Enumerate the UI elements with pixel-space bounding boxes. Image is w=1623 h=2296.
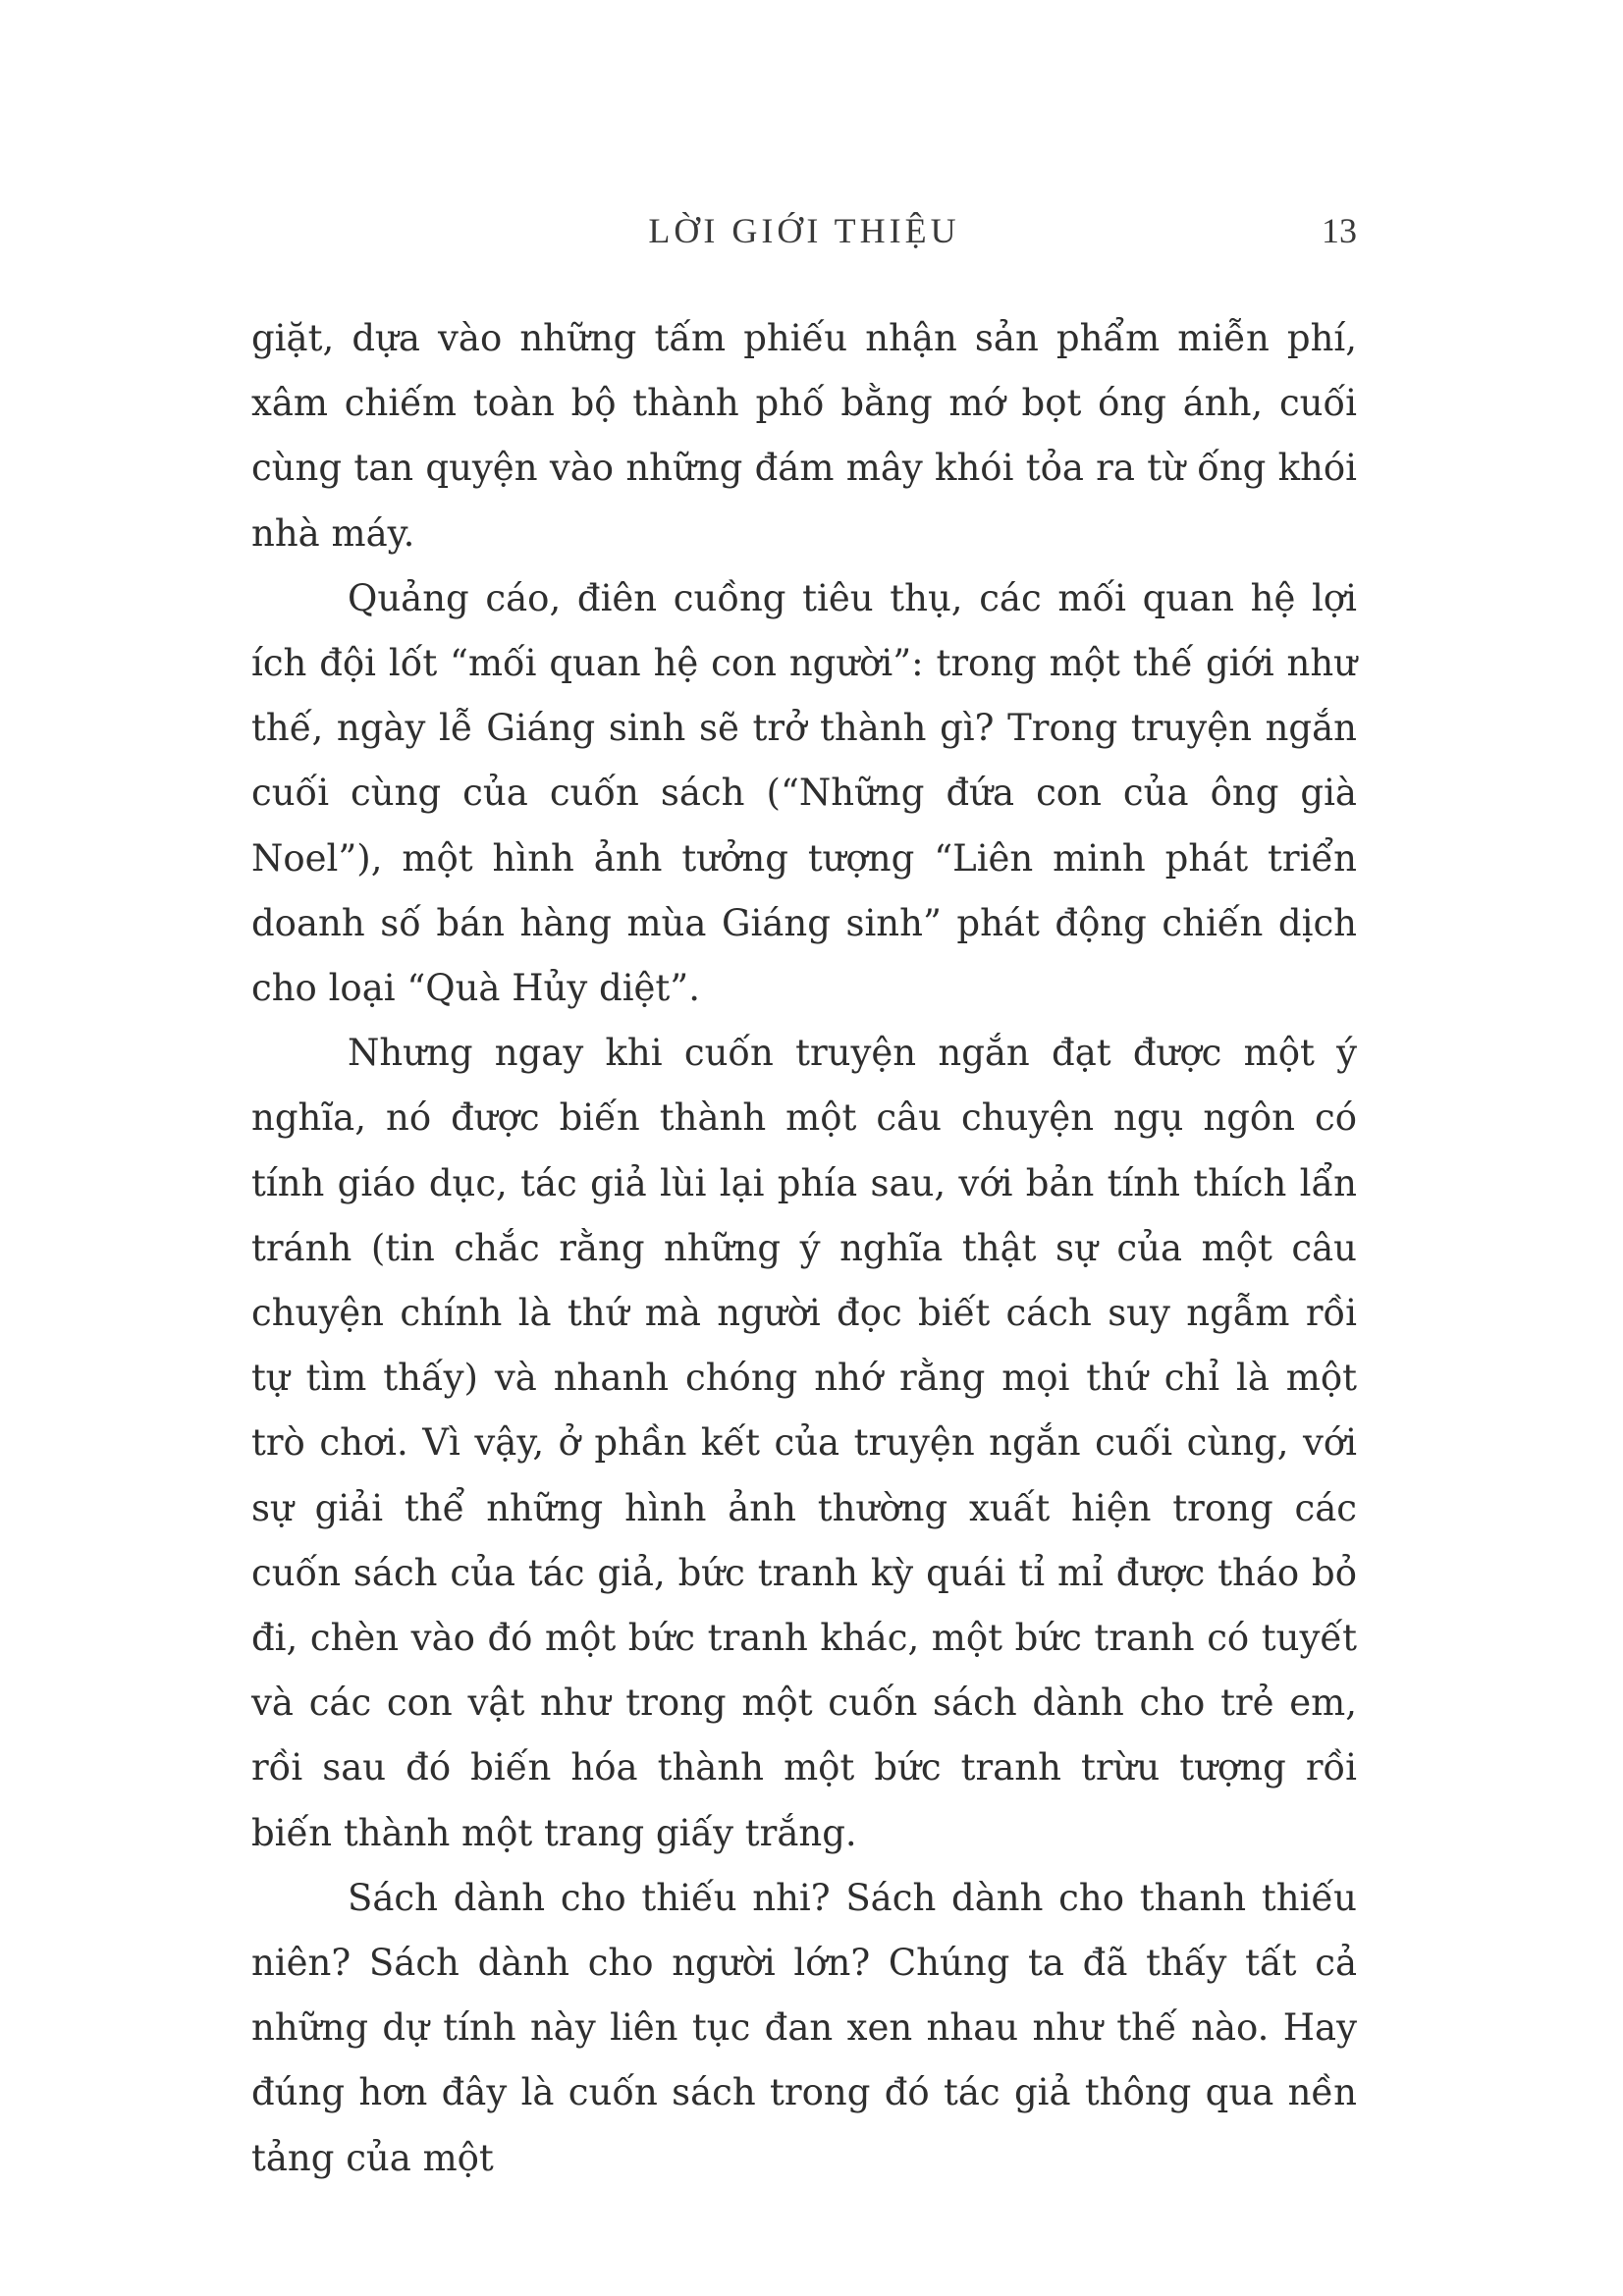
paragraph: Nhưng ngay khi cuốn truyện ngắn đạt được một ý nghĩa, nó được biến thành một câu chuyện ngụ ngôn có tính giáo dục, tác giả lùi lại phía sau, với bản tính thích lẩn tránh (tin chắc rằng những ý nghĩa thật sự của một câu chuyện chính là thứ mà người đọc biết cách suy ngẫm rồi tự tìm thấy) và nhanh chóng nhớ rằng mọi thứ chỉ là một trò chơi. Vì vậy, ở phần kết của truyện ngắn cuối cùng, với sự giải thể những hình ảnh thường xuất hiện trong các cuốn sách của tác giả, bức tranh kỳ quái tỉ mỉ được tháo bỏ đi, chèn vào đó một bức tranh khác, một bức tranh có tuyết và các con vật như trong một cuốn sách dành cho trẻ em, rồi sau đó biến hóa thành một bức tranh trừu tượng rồi biến thành một trang giấy trắng. (251, 1032, 1357, 1854)
paragraph-continuation: giặt, dựa vào những tấm phiếu nhận sản phẩm miễn phí, xâm chiếm toàn bộ thành phố bằng mớ bọt óng ánh, cuối cùng tan quyện vào những đám mây khói tỏa ra từ ống khói nhà máy. (251, 317, 1357, 555)
chapter-title: LỜI GIỚI THIỆU (648, 211, 960, 250)
page-number: 13 (1322, 211, 1357, 250)
paragraph: Quảng cáo, điên cuồng tiêu thụ, các mối quan hệ lợi ích đội lốt “mối quan hệ con người”: trong một thế giới như thế, ngày lễ Giáng sinh sẽ trở thành gì? Trong truyện ngắn cuối cùng của cuốn sách (“Những đứa con của ông già Noel”), một hình ảnh tưởng tượng “Liên minh phát triển doanh số bán hàng mùa Giáng sinh” phát động chiến dịch cho loại “Quà Hủy diệt”. (251, 576, 1357, 1010)
paragraph: Sách dành cho thiếu nhi? Sách dành cho thanh thiếu niên? Sách dành cho người lớn? Chúng ta đã thấy tất cả những dự tính này liên tục đan xen nhau như thế nào. Hay đúng hơn đây là cuốn sách trong đó tác giả thông qua nền tảng của một (251, 1876, 1357, 2179)
running-header (251, 210, 1357, 269)
body-text (251, 306, 1357, 2191)
